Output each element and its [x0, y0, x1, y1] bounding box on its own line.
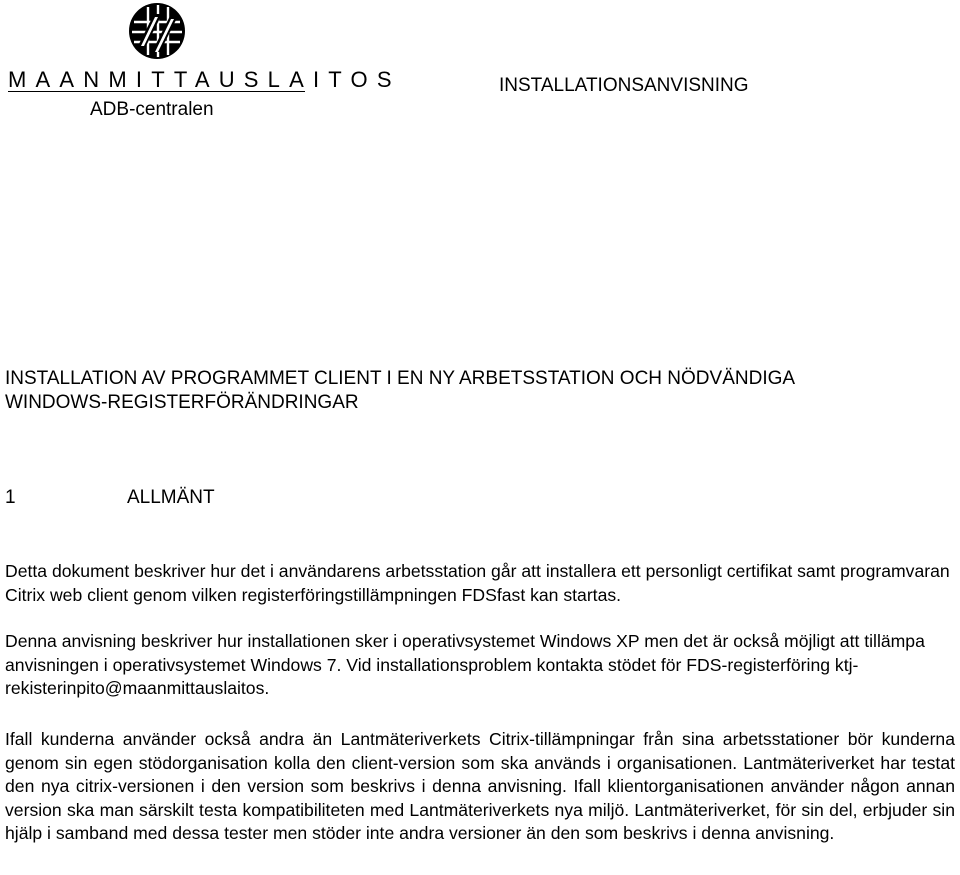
logo-divider	[8, 91, 305, 92]
document-title-line-2: WINDOWS-REGISTERFÖRÄNDRINGAR	[5, 392, 359, 413]
paragraph-os-support: Denna anvisning beskriver hur installationen sker i operativsystemet Windows XP men det är också möjligt att tillämpa anvisningen i operativsystemet Windows 7. Vid installationsproblem kontakta stödet för FDS-registerföring ktj-rekisterinpito@maanmittauslaitos.	[5, 631, 925, 698]
organization-logo-icon	[128, 2, 186, 60]
organization-wordmark: MAANMITTAUSLAITOS	[8, 67, 401, 92]
section-number: 1	[5, 487, 16, 508]
paragraph-intro: Detta dokument beskriver hur det i användarens arbetsstation går att installera ett personligt certifikat samt programvaran Citrix web client genom vilken registerföringstillämpningen FDSfast kan startas.	[5, 561, 950, 605]
document-title	[5, 367, 955, 415]
department-name: ADB-centralen	[90, 99, 214, 120]
paragraph-compatibility: Ifall kunderna använder också andra än Lantmäteriverkets Citrix-tillämpningar från sina arbetsstationer bör kunderna genom sin egen stödorganisation kolla den client-version som ska används i organisationen. Lantmäteriverket har testat den nya citrix-versionen i den version som beskrivs i denna anvisning. Ifall klientorganisationen använder någon annan version ska man särskilt testa kompatibiliteten med Lantmäteriverkets nya miljö. Lantmäteriverket, för sin del, erbjuder sin hjälp i samband med dessa tester men stöder inte andra versioner än den som beskrivs i denna anvisning.	[5, 729, 955, 843]
section-title: ALLMÄNT	[127, 487, 215, 508]
document-type: INSTALLATIONSANVISNING	[499, 75, 749, 96]
document-title-line-1: INSTALLATION AV PROGRAMMET CLIENT I EN NY ARBETSSTATION OCH NÖDVÄNDIGA	[5, 368, 796, 389]
